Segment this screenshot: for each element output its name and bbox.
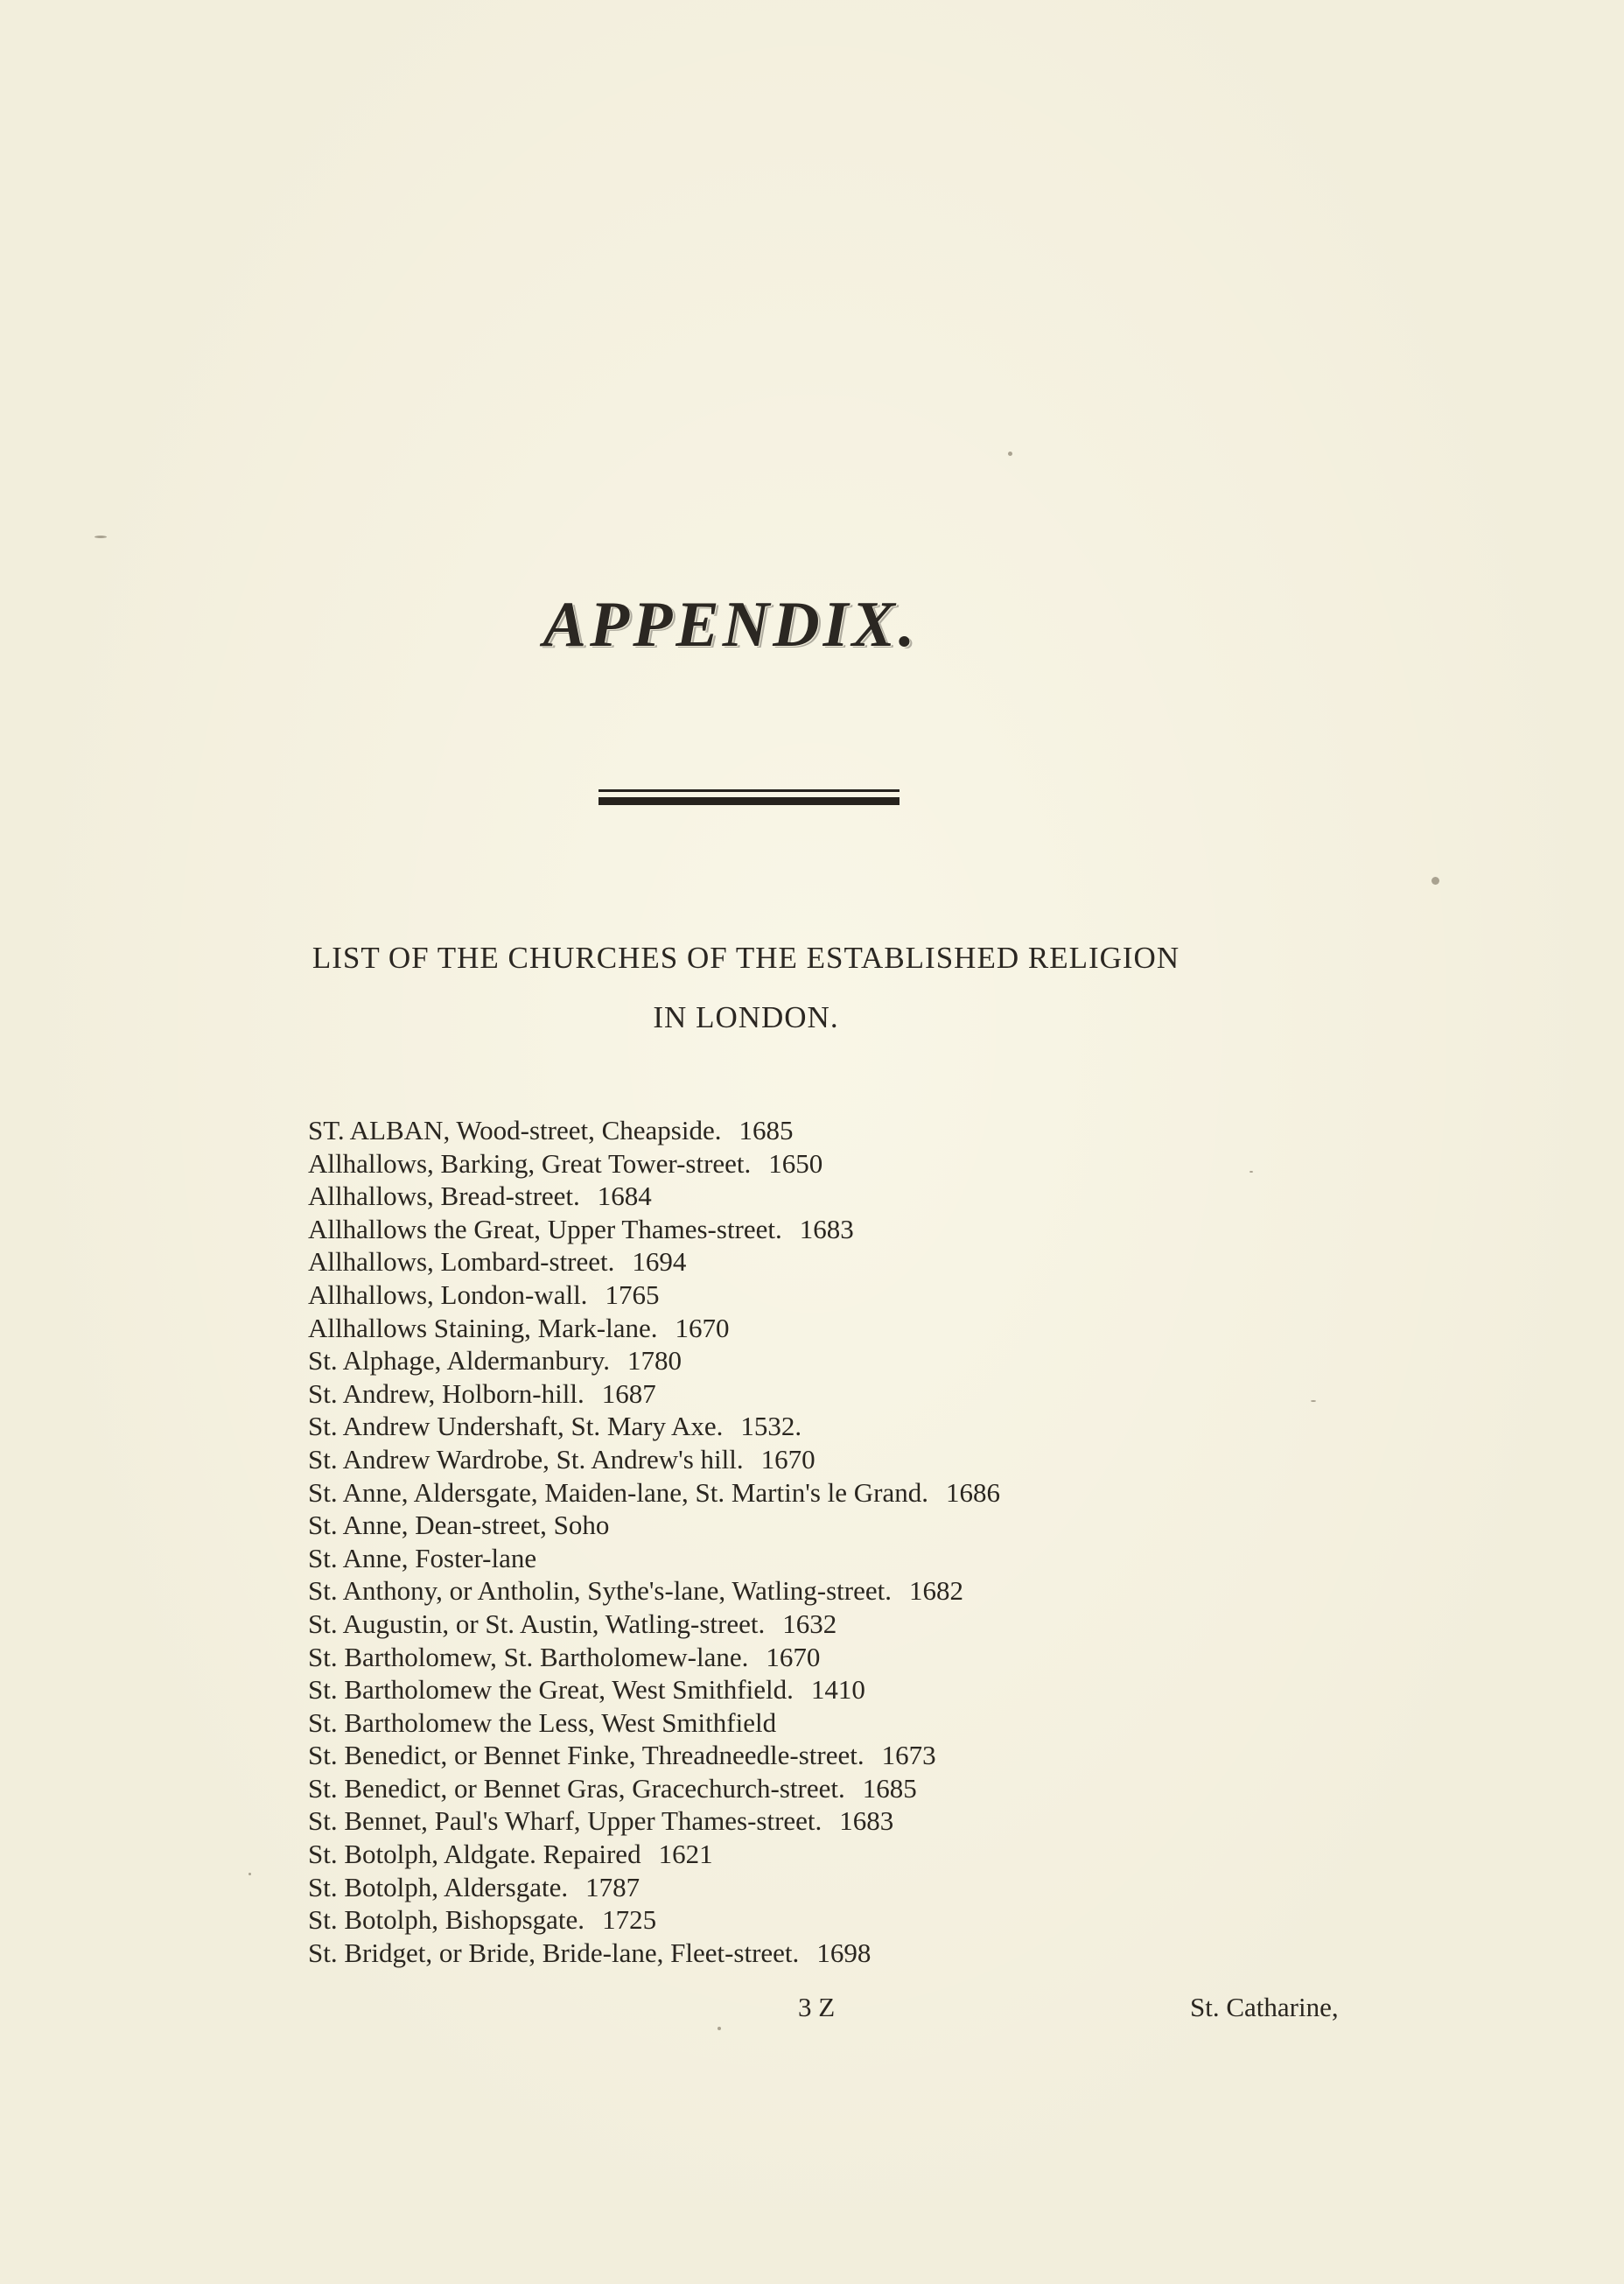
church-entry [308,1443,1000,1476]
church-name: St. Andrew, Holborn-hill. [308,1377,584,1409]
church-year: 1670 [760,1443,816,1475]
church-entry [308,1344,1000,1377]
church-entry [308,1312,1000,1345]
church-entry [308,1542,1000,1575]
ink-speck [1250,1171,1253,1173]
church-year: 1694 [632,1246,687,1278]
church-name: St. Botolph, Bishopsgate. [308,1904,585,1936]
church-year: 1684 [597,1181,652,1212]
church-name: St. Bartholomew the Less, West Smithfield [308,1706,777,1738]
ink-speck [718,2027,721,2030]
church-year: 1787 [585,1871,640,1902]
church-year: 1687 [601,1377,656,1409]
church-name: St. Benedict, or Bennet Gras, Gracechurch-street. [308,1772,845,1804]
church-name: Allhallows, Barking, Great Tower-street. [308,1147,752,1179]
church-entry [308,1147,1000,1181]
church-year: 1673 [881,1740,936,1771]
church-name: St. Benedict, or Bennet Finke, Threadneedle-street. [308,1740,864,1771]
church-entry [308,1279,1000,1312]
church-name: Allhallows, Lombard-street. [308,1246,615,1278]
ink-speck [94,536,107,538]
church-entry [308,1937,1000,1970]
church-entry [308,1772,1000,1805]
church-name: St. Alphage, Aldermanbury. [308,1345,610,1377]
church-entry [308,1739,1000,1772]
church-name: St. Botolph, Aldersgate. [308,1871,569,1902]
church-year: 1683 [839,1805,894,1837]
church-entry [308,1377,1000,1411]
heading-rule-thin [598,789,900,792]
church-year: 1670 [675,1312,730,1343]
church-entry [308,1574,1000,1608]
church-name: St. Anne, Foster-lane [308,1542,537,1573]
church-year: 1670 [766,1641,821,1672]
appendix-heading: APPENDIX. [542,589,919,661]
church-year: 1410 [810,1674,865,1706]
church-entry [308,1706,1000,1740]
church-year: 1650 [768,1147,823,1179]
church-year: 1621 [658,1839,713,1870]
church-name: Allhallows, London-wall. [308,1279,588,1310]
church-name: Allhallows the Great, Upper Thames-street. [308,1213,782,1244]
church-name: St. Andrew Wardrobe, St. Andrew's hill. [308,1443,744,1475]
church-year: 1780 [626,1345,682,1377]
church-name: ST. ALBAN, Wood-street, Cheapside. [308,1115,722,1146]
church-year: 1686 [945,1476,1000,1508]
church-entry [308,1180,1000,1213]
church-name: St. Bridget, or Bride, Bride-lane, Fleet-street. [308,1937,800,1968]
church-year: 1532. [740,1411,802,1442]
ink-speck [1008,452,1012,456]
church-entry [308,1903,1000,1937]
church-entry [308,1804,1000,1838]
catchword: St. Catharine, [1190,1992,1339,2022]
church-year: 1683 [799,1213,854,1244]
church-name: St. Bennet, Paul's Wharf, Upper Thames-street. [308,1805,822,1837]
church-list [308,1114,1000,1969]
church-entry [308,1641,1000,1674]
ink-speck [1311,1400,1316,1402]
church-name: St. Andrew Undershaft, St. Mary Axe. [308,1411,724,1442]
ink-speck [248,1873,251,1875]
church-entry [308,1871,1000,1904]
church-year: 1765 [605,1279,660,1310]
church-name: St. Bartholomew, St. Bartholomew-lane. [308,1641,749,1672]
church-name: St. Augustin, or St. Austin, Watling-street. [308,1608,766,1639]
church-name: St. Botolph, Aldgate. Repaired [308,1839,641,1870]
church-name: Allhallows, Bread-street. [308,1181,580,1212]
church-name: St. Bartholomew the Great, West Smithfield. [308,1674,794,1706]
church-name: St. Anne, Dean-street, Soho [308,1510,610,1541]
church-entry [308,1114,1000,1147]
church-year: 1698 [816,1937,872,1968]
church-year: 1682 [908,1575,963,1607]
list-subtitle: IN LONDON. [653,1000,839,1034]
church-entry [308,1410,1000,1443]
church-entry [308,1673,1000,1706]
church-entry [308,1476,1000,1510]
list-title: LIST OF THE CHURCHES OF THE ESTABLISHED RELIGION [312,941,1180,975]
church-year: 1725 [602,1904,657,1936]
signature-mark: 3 Z [798,1992,836,2022]
heading-rule-thick [598,797,900,805]
church-year: 1685 [738,1115,794,1146]
church-entry [308,1838,1000,1871]
church-entry [308,1509,1000,1542]
ink-speck [1432,877,1439,885]
church-name: St. Anne, Aldersgate, Maiden-lane, St. Martin's le Grand. [308,1476,928,1508]
church-entry [308,1608,1000,1641]
church-name: Allhallows Staining, Mark-lane. [308,1312,658,1343]
church-year: 1632 [782,1608,837,1639]
church-entry [308,1245,1000,1279]
church-name: St. Anthony, or Antholin, Sythe's-lane, Watling-street. [308,1575,892,1607]
church-entry [308,1213,1000,1246]
church-year: 1685 [862,1772,917,1804]
